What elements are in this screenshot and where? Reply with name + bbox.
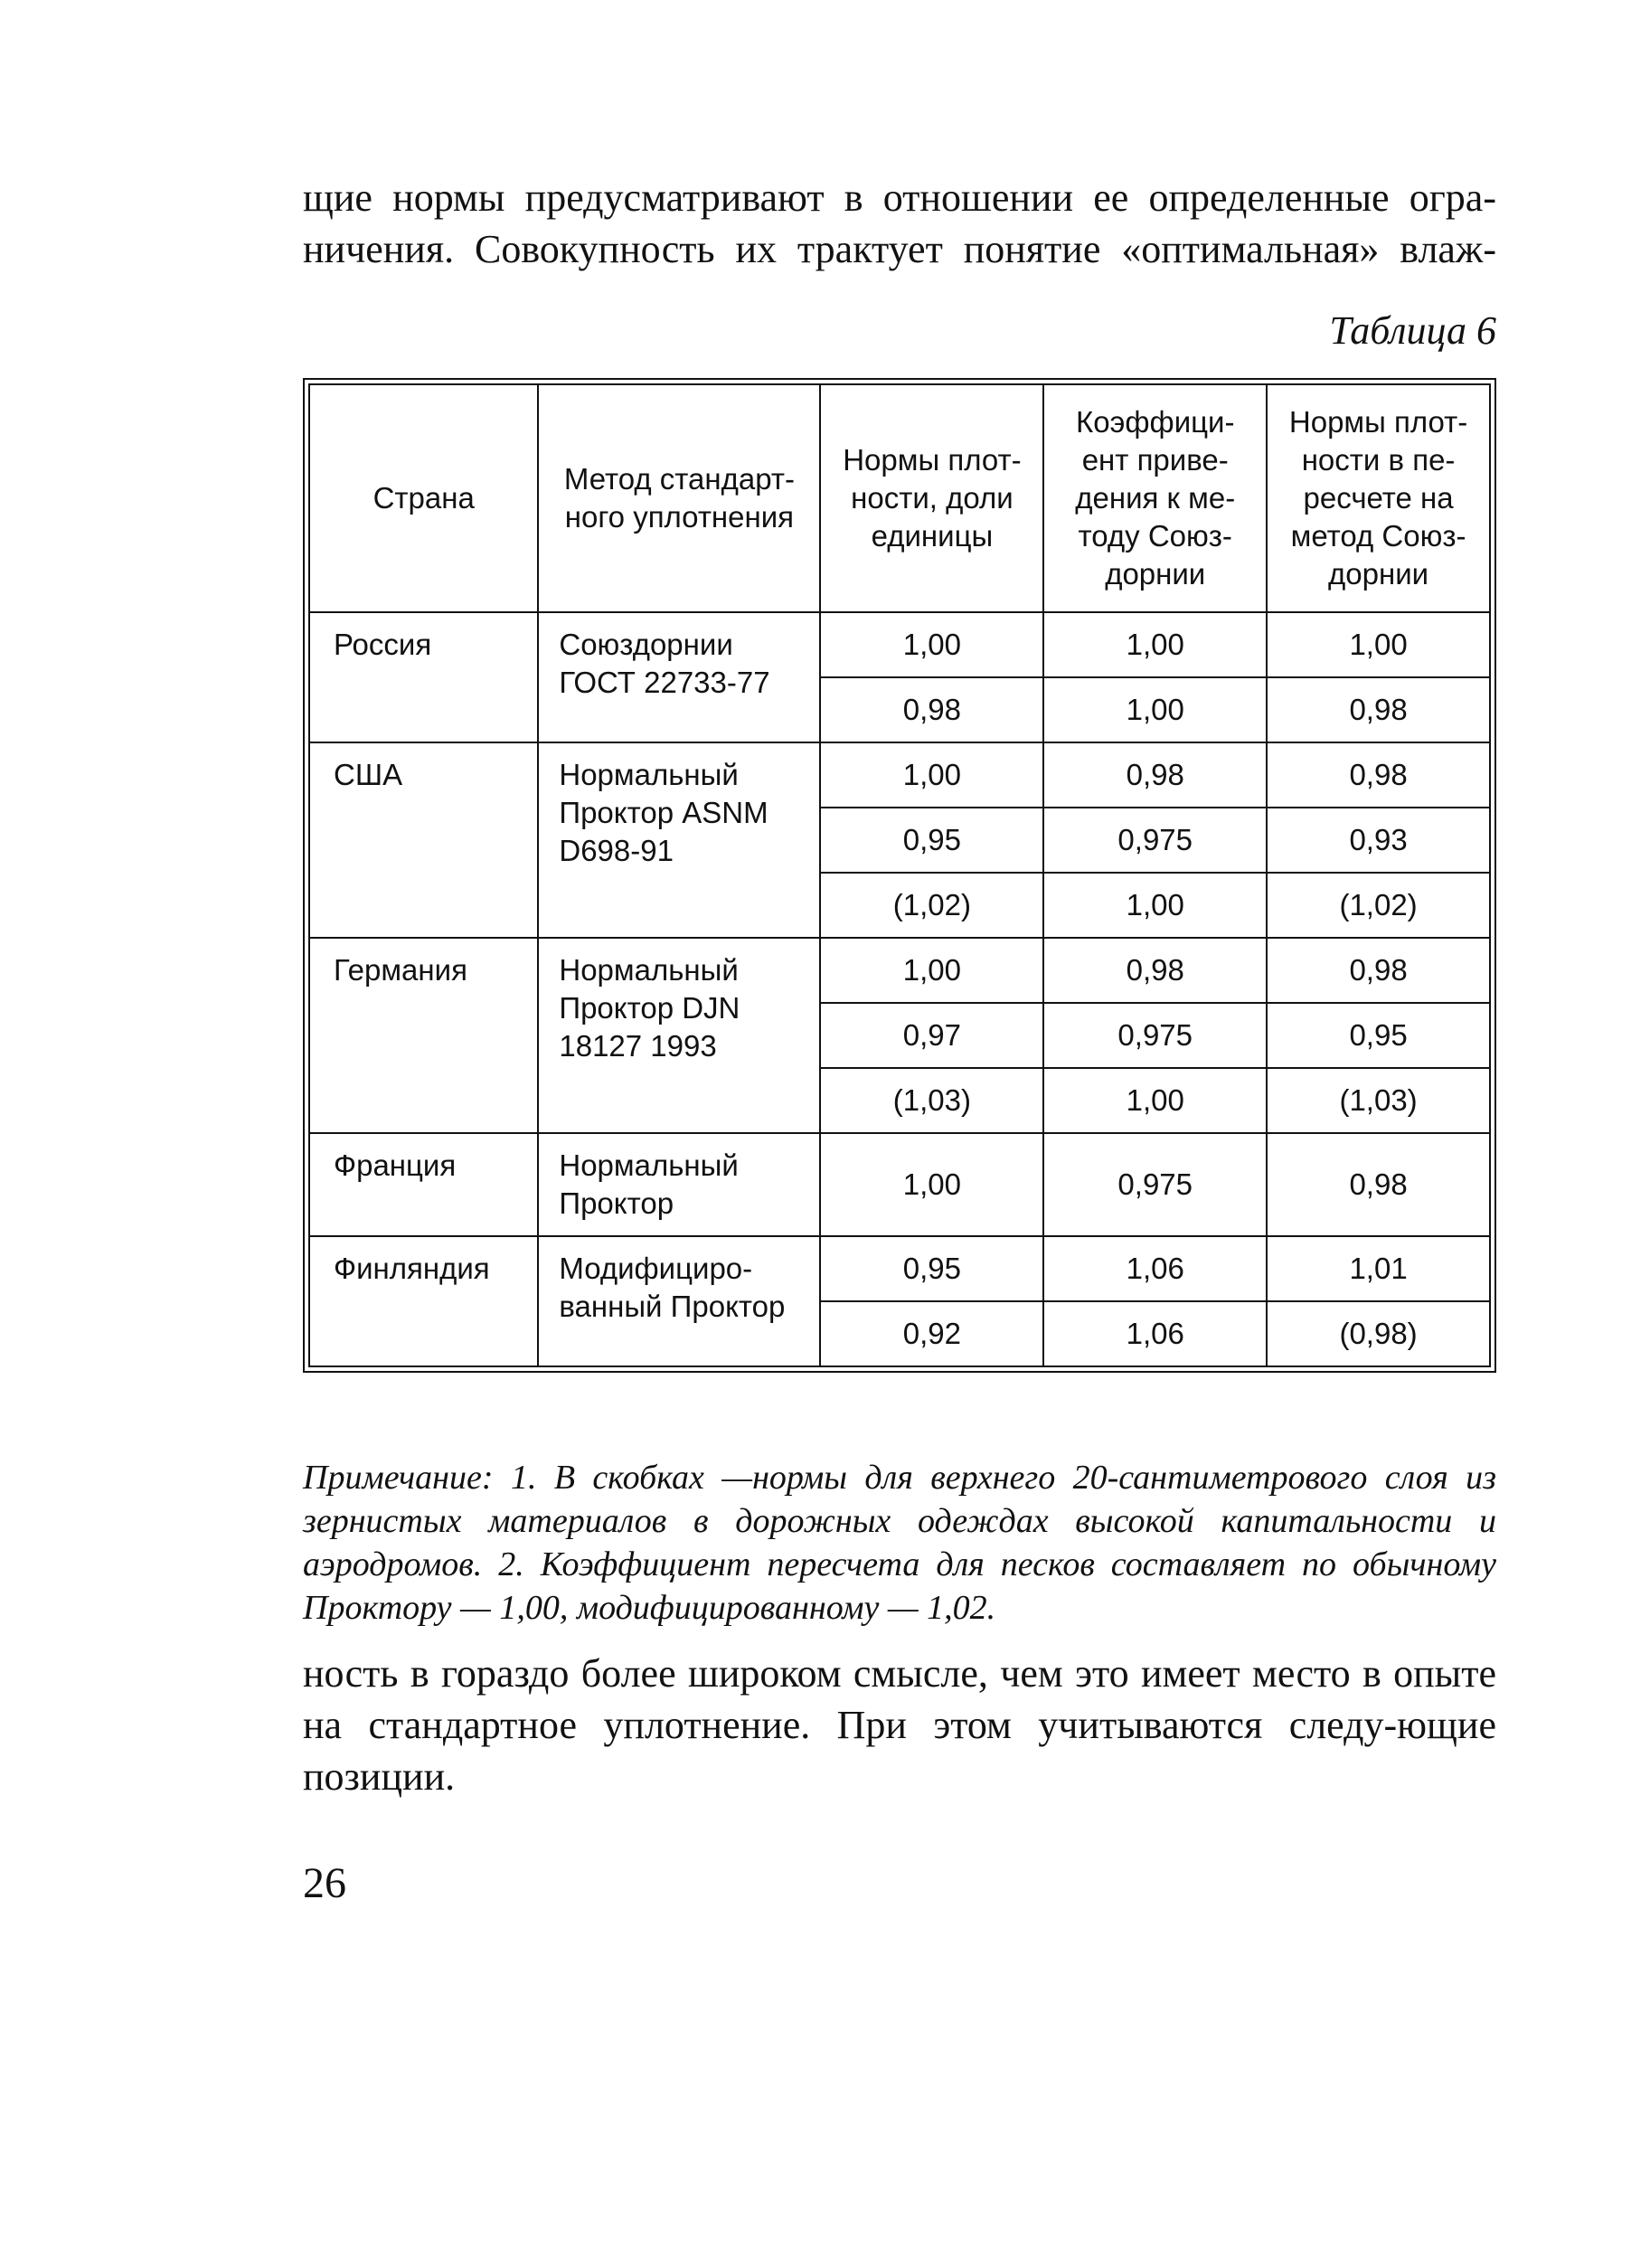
table-row xyxy=(309,1133,1490,1236)
table-caption: Таблица 6 xyxy=(1329,308,1496,353)
method-line: 18127 1993 xyxy=(559,1029,717,1063)
country-cell: Франция xyxy=(309,1133,538,1236)
method-cell xyxy=(538,742,820,938)
method-cell xyxy=(538,938,820,1133)
header-conversion-coefficient: Коэффици-ент приве-дения к ме-тоду Союз-дорнии xyxy=(1043,384,1267,612)
method-line: Союздорнии xyxy=(559,628,733,661)
density-norm-cell: 0,97 xyxy=(820,1003,1043,1068)
density-norm-cell: 0,95 xyxy=(820,1236,1043,1301)
density-norm-cell: 0,95 xyxy=(820,808,1043,873)
top-paragraph xyxy=(303,172,1496,275)
conversion-coefficient-cell: 0,975 xyxy=(1043,808,1267,873)
method-line: ГОСТ 22733-77 xyxy=(559,666,770,699)
method-cell xyxy=(538,612,820,742)
method-line: Нормальный xyxy=(559,1148,739,1182)
conversion-coefficient-cell: 1,00 xyxy=(1043,677,1267,742)
header-country: Страна xyxy=(309,384,538,612)
method-line: Проктор DJN xyxy=(559,991,740,1025)
density-norm-cell: 1,00 xyxy=(820,1133,1043,1236)
conversion-coefficient-cell: 0,98 xyxy=(1043,742,1267,808)
page-content xyxy=(303,172,1496,1802)
conversion-coefficient-cell: 0,975 xyxy=(1043,1133,1267,1236)
density-norm-cell: 1,00 xyxy=(820,742,1043,808)
table-row xyxy=(309,938,1490,1003)
conversion-coefficient-cell: 0,975 xyxy=(1043,1003,1267,1068)
conversion-coefficient-cell: 0,98 xyxy=(1043,938,1267,1003)
density-norm-cell: 0,92 xyxy=(820,1301,1043,1366)
converted-norm-cell: 1,01 xyxy=(1267,1236,1490,1301)
density-norm-cell: 1,00 xyxy=(820,612,1043,677)
page-number: 26 xyxy=(303,1859,346,1907)
density-norm-cell: (1,02) xyxy=(820,873,1043,938)
method-line: Проктор ASNM xyxy=(559,796,768,829)
converted-norm-cell: 0,98 xyxy=(1267,938,1490,1003)
conversion-coefficient-cell: 1,06 xyxy=(1043,1236,1267,1301)
converted-norm-cell: (1,02) xyxy=(1267,873,1490,938)
method-line: Модифициро- xyxy=(559,1252,753,1285)
converted-norm-cell: 0,95 xyxy=(1267,1003,1490,1068)
converted-norm-cell: (1,03) xyxy=(1267,1068,1490,1133)
bottom-paragraph: ность в гораздо более широком смысле, чем это имеет место в опыте на стандартное уплотнение. При этом учитываются следу-ющие позиции. xyxy=(303,1651,1496,1799)
converted-norm-cell: (0,98) xyxy=(1267,1301,1490,1366)
table-row xyxy=(309,742,1490,808)
method-line: D698-91 xyxy=(559,834,674,867)
method-cell xyxy=(538,1133,820,1236)
method-line: Проктор xyxy=(559,1186,674,1220)
conversion-coefficient-cell: 1,00 xyxy=(1043,873,1267,938)
header-density-norms: Нормы плот-ности, доли единицы xyxy=(820,384,1043,612)
method-line: Нормальный xyxy=(559,758,739,791)
conversion-coefficient-cell: 1,00 xyxy=(1043,612,1267,677)
converted-norm-cell: 0,93 xyxy=(1267,808,1490,873)
density-norm-cell: (1,03) xyxy=(820,1068,1043,1133)
table-row xyxy=(309,1236,1490,1301)
method-cell xyxy=(538,1236,820,1366)
converted-norm-cell: 0,98 xyxy=(1267,1133,1490,1236)
converted-norm-cell: 0,98 xyxy=(1267,677,1490,742)
converted-norm-cell: 1,00 xyxy=(1267,612,1490,677)
country-cell: Финляндия xyxy=(309,1236,538,1366)
method-line: ванный Проктор xyxy=(559,1290,786,1323)
table-frame xyxy=(303,378,1496,1373)
conversion-coefficient-cell: 1,00 xyxy=(1043,1068,1267,1133)
density-norm-cell: 0,98 xyxy=(820,677,1043,742)
density-norm-cell: 1,00 xyxy=(820,938,1043,1003)
table-header-row xyxy=(309,384,1490,612)
table-note: Примечание: 1. В скобках —нормы для верхнего 20-сантиметрового слоя из зернистых материалов в дорожных одеждах высокой капитальности и аэродромов. 2. Коэффициент пересчета для песков составляет по обычному Проктору — 1,00, модифицированному — 1,02. xyxy=(303,1459,1496,1627)
conversion-coefficient-cell: 1,06 xyxy=(1043,1301,1267,1366)
top-paragraph-line: щие нормы предусматривают в отношении ее определенные огра- xyxy=(303,175,1496,220)
table-body xyxy=(309,612,1490,1366)
density-norms-table xyxy=(308,383,1491,1367)
converted-norm-cell: 0,98 xyxy=(1267,742,1490,808)
header-method: Метод стандарт-ного уплотнения xyxy=(538,384,820,612)
table-row xyxy=(309,612,1490,677)
country-cell: Германия xyxy=(309,938,538,1133)
country-cell: Россия xyxy=(309,612,538,742)
top-paragraph-line: ничения. Совокупность их трактует понятие «оптимальная» влаж- xyxy=(303,227,1496,271)
header-converted-norms: Нормы плот-ности в пе-ресчете на метод Союз-дорнии xyxy=(1267,384,1490,612)
method-line: Нормальный xyxy=(559,953,739,987)
country-cell: США xyxy=(309,742,538,938)
